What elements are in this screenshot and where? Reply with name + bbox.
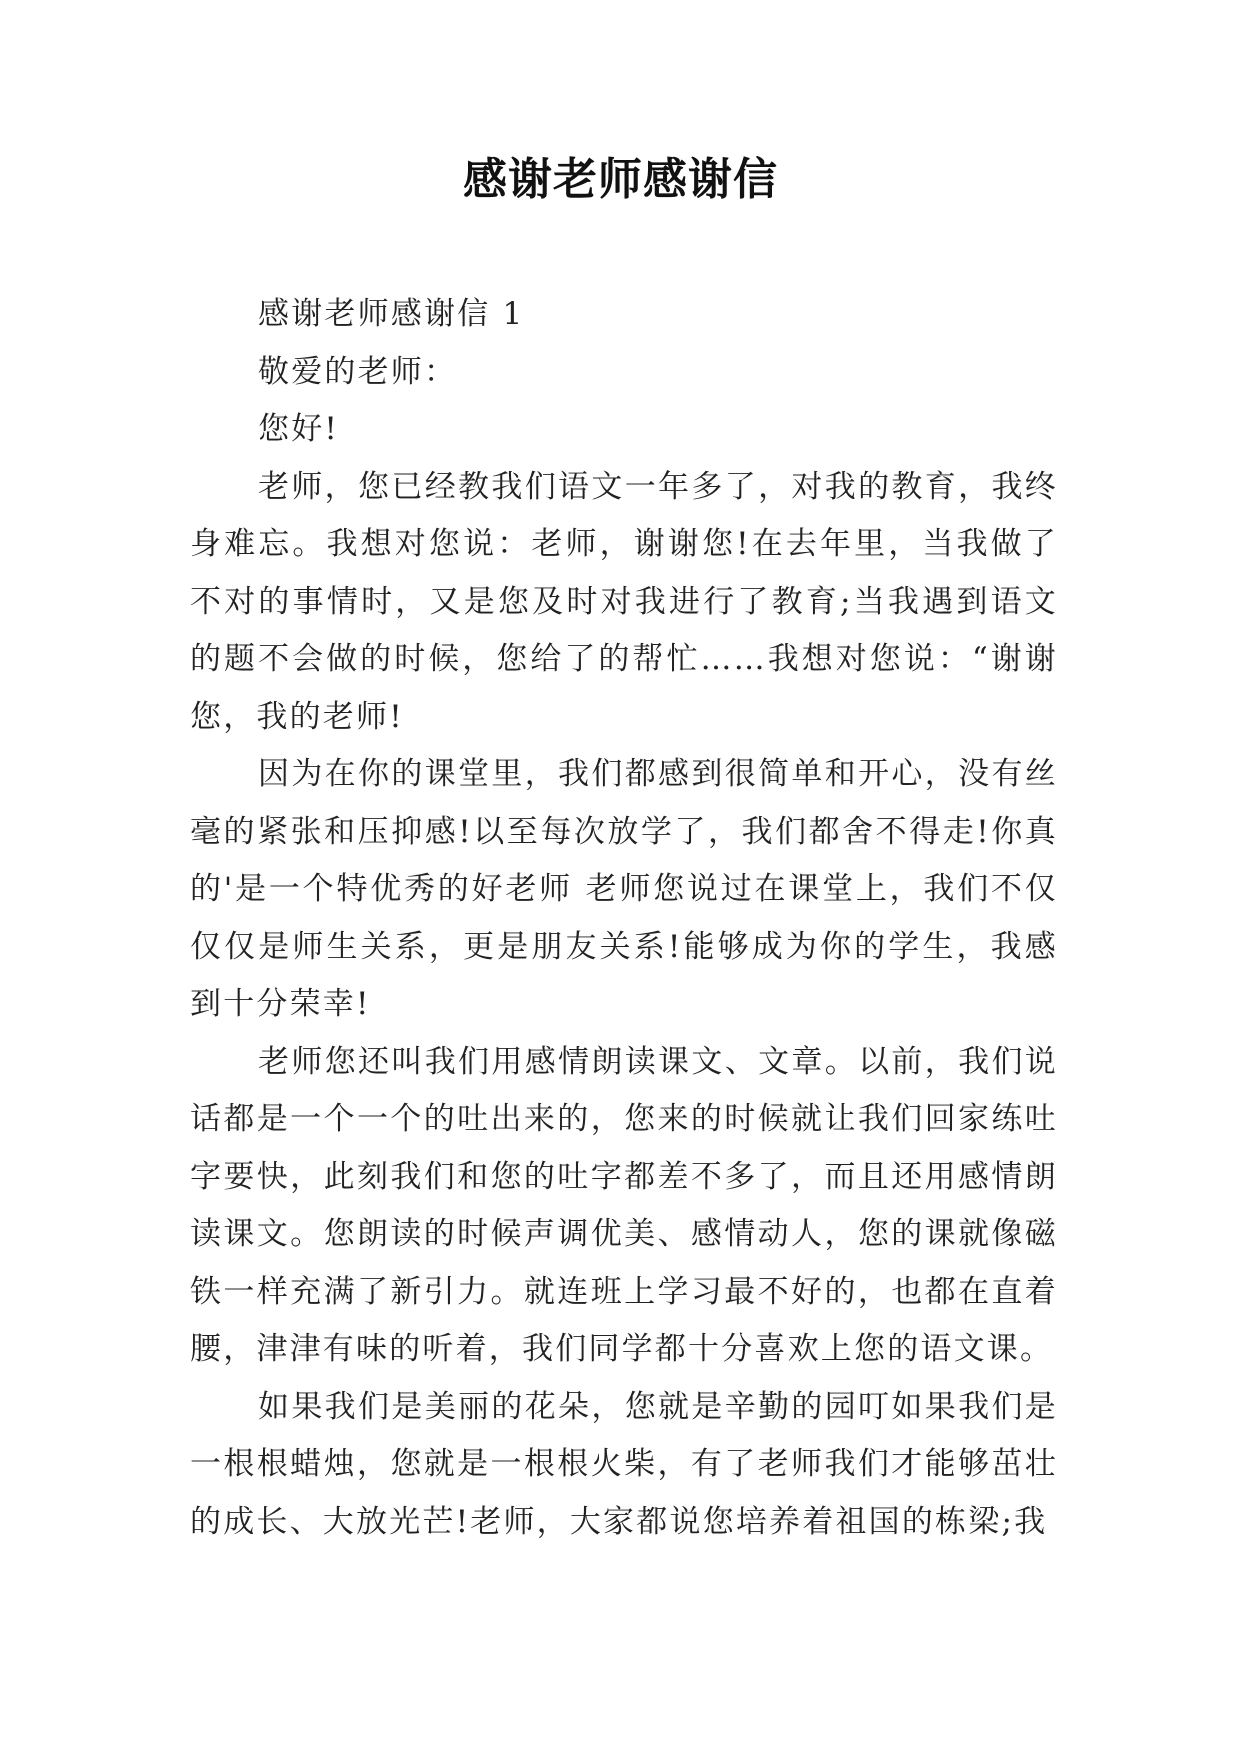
letter-greeting: 您好!: [258, 411, 340, 447]
body-paragraph: 老师您还叫我们用感情朗读课文、文章。以前，我们说话都是一个一个的吐出来的，您来的时候就让我们回家练吐字要快，此刻我们和您的吐字都差不多了，而且还用感情朗读课文。您朗读的时候声调优美、感情动人，您的课就像磁铁一样充满了新引力。就连班上学习最不好的，也都在直着腰，津津有味的听着，我们同学都十分喜欢上您的语文课。: [190, 1043, 1058, 1367]
body-paragraph: 老师，您已经教我们语文一年多了，对我的教育，我终身难忘。我想对您说：老师，谢谢您!在去年里，当我做了不对的事情时，又是您及时对我进行了教育;当我遇到语文的题不会做的时候，您给了的帮忙……我想对您说：“谢谢您，我的老师!: [190, 468, 1058, 735]
letter-salutation: 敬爱的老师：: [258, 353, 458, 390]
letter-heading: 感谢老师感谢信 1: [258, 296, 525, 332]
body-paragraph: 如果我们是美丽的花朵，您就是辛勤的园叮如果我们是一根根蜡烛，您就是一根根火柴，有了老师我们才能够茁壮的成长、大放光芒!老师，大家都说您培养着祖国的栋梁;我: [190, 1388, 1058, 1540]
document-body: [190, 286, 1058, 1551]
body-paragraph: 因为在你的课堂里，我们都感到很简单和开心，没有丝毫的紧张和压抑感!以至每次放学了，我们都舍不得走!你真的'是一个特优秀的好老师 老师您说过在课堂上，我们不仅仅仅是师生关系，更是朋友关系!能够成为你的学生，我感到十分荣幸!: [190, 756, 1058, 1022]
document-title: 感谢老师感谢信: [463, 154, 778, 205]
